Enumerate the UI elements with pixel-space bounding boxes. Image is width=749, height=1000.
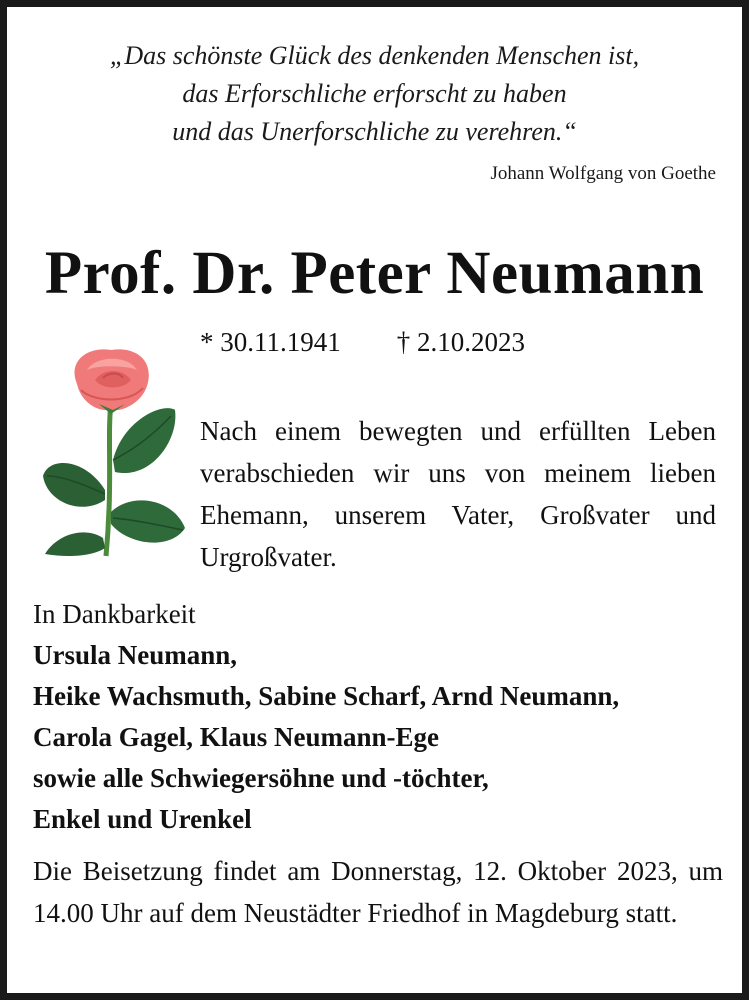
mourners-intro: In Dankbarkeit: [33, 599, 196, 629]
mourner-line: sowie alle Schwiegersöhne und -töchter,: [33, 763, 489, 793]
birth-date: * 30.11.1941: [200, 327, 341, 357]
quote-line-3: und das Unerforschliche zu verehren.“: [172, 117, 577, 146]
quote-line-1: „Das schönste Glück des denkenden Menschen ist,: [109, 41, 640, 70]
mourners-block: [33, 594, 723, 840]
death-date: † 2.10.2023: [396, 327, 525, 357]
life-dates: [200, 327, 525, 358]
mourner-line: Enkel und Urenkel: [33, 804, 252, 834]
quote-line-2: das Erforschliche erforscht zu haben: [182, 79, 567, 108]
mourner-line: Carola Gagel, Klaus Neumann-Ege: [33, 722, 440, 752]
goethe-quote: [7, 37, 742, 151]
mourner-line: Heike Wachsmuth, Sabine Scharf, Arnd Neumann,: [33, 681, 620, 711]
deceased-name: Prof. Dr. Peter Neumann: [44, 240, 705, 307]
mourner-line: Ursula Neumann,: [33, 640, 238, 670]
biography-text: Nach einem bewegten und erfüllten Leben verabschieden wir uns von meinem lieben Ehemann, unserem Vater, Großvater und Urgroßvater.: [200, 416, 716, 572]
quote-author: Johann Wolfgang von Goethe: [490, 163, 716, 184]
funeral-details: Die Beisetzung findet am Donnerstag, 12. Oktober 2023, um 14.00 Uhr auf dem Neustädter Friedhof in Magdeburg statt.: [33, 856, 723, 928]
rose-icon: [33, 340, 189, 558]
